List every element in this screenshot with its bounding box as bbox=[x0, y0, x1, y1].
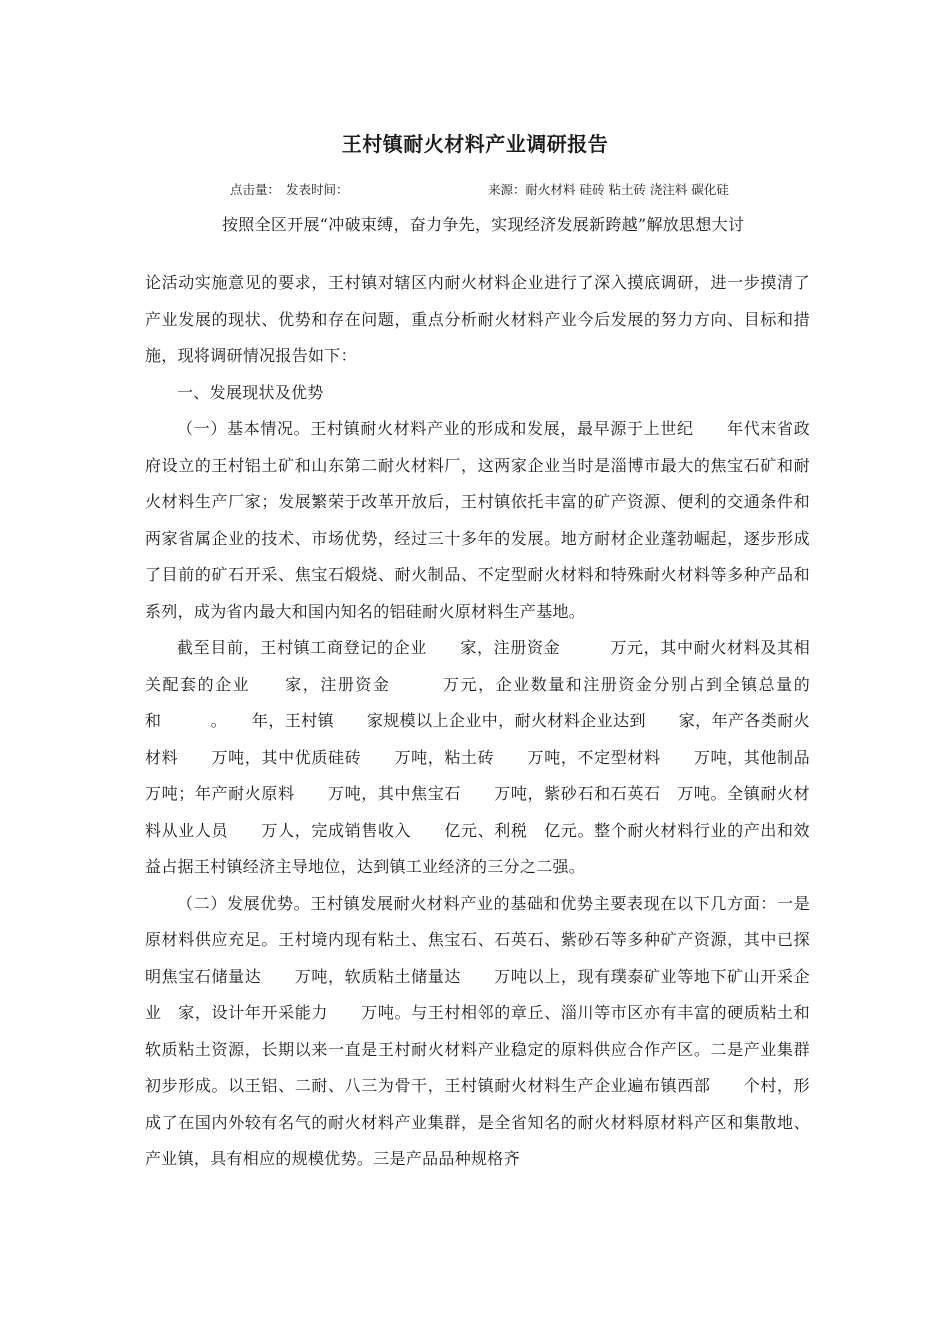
pubtime-label: 发表时间： bbox=[286, 182, 349, 197]
paragraph-advantages: （二）发展优势。王村镇发展耐火材料产业的基础和优势主要表现在以下几方面：一是原材料供应充足。王村境内现有粘土、焦宝石、石英石、紫砂石等多种矿产资源，其中已探明焦宝石储量达 万吨，软质粘土储量达 万吨以上，现有璞泰矿业等地下矿山开采企业 家，设计年开采能力 万吨。与王村相邻的章丘、淄川等市区亦有丰富的硬质粘土和软质粘土资源，长期以来一直是王村耐火材料产业稳定的原料供应合作产区。二是产业集群初步形成。以王铝、二耐、八三为骨干，王村镇耐火材料生产企业遍布镇西部 个村，形成了在国内外较有名气的耐火材料产业集群，是全省知名的耐火材料原材料产区和集散地、产业镇，具有相应的规模优势。三是产品品种规格齐 bbox=[145, 893, 810, 1168]
section-1-heading: 一、发展现状及优势 bbox=[177, 382, 324, 402]
paragraph-basic-situation: （一）基本情况。王村镇耐火材料产业的形成和发展，最早源于上世纪 年代末省政府设立的王村铝土矿和山东第二耐火材料厂，这两家企业当时是淄博市最大的焦宝石矿和耐火材料生产厂家；发展繁荣于改革开放后，王村镇依托丰富的矿产资源、便利的交通条件和两家省属企业的技术、市场优势，经过三十多年的发展。地方耐材企业蓬勃崛起，逐步形成了目前的矿石开采、焦宝石煅烧、耐火制品、不定型耐火材料和特殊耐火材料等多种产品和系列，成为省内最大和国内知名的铝硅耐火原材料生产基地。 bbox=[145, 419, 810, 621]
document-title: 王村镇耐火材料产业调研报告 bbox=[341, 132, 609, 156]
intro-first-line: 按照全区开展“冲破束缚，奋力争先，实现经济发展新跨越”解放思想大讨 bbox=[222, 215, 745, 234]
intro-paragraph: 论活动实施意见的要求，王村镇对辖区内耐火材料企业进行了深入摸底调研，进一步摸清了产业发展的现状、优势和存在问题，重点分析耐火材料产业今后发展的努力方向、目标和措施，现将调研情况报告如下： bbox=[145, 273, 810, 365]
clicks-label: 点击量： bbox=[230, 182, 281, 197]
source-label: 来源：耐火材料 硅砖 粘土砖 浇注料 碳化硅 bbox=[488, 182, 729, 197]
paragraph-statistics: 截至目前，王村镇工商登记的企业 家，注册资金 万元，其中耐火材料及其相关配套的企业 家，注册资金 万元，企业数量和注册资金分别占到全镇总量的 和 。 年，王村镇 家规模以上企业中，耐火材料企业达到 家，年产各类耐火材料 万吨，其中优质硅砖 万吨，粘土砖 万吨，不定型材料 万吨，其他制品 万吨；年产耐火原料 万吨，其中焦宝石 万吨，紫砂石和石英石 万吨。全镇耐火材料从业人员 万人，完成销售收入 亿元、利税 亿元。整个耐火材料行业的产出和效益占据王村镇经济主导地位，达到镇工业经济的三分之二强。 bbox=[145, 638, 859, 876]
document-meta bbox=[230, 180, 729, 198]
document-body bbox=[145, 265, 859, 1178]
